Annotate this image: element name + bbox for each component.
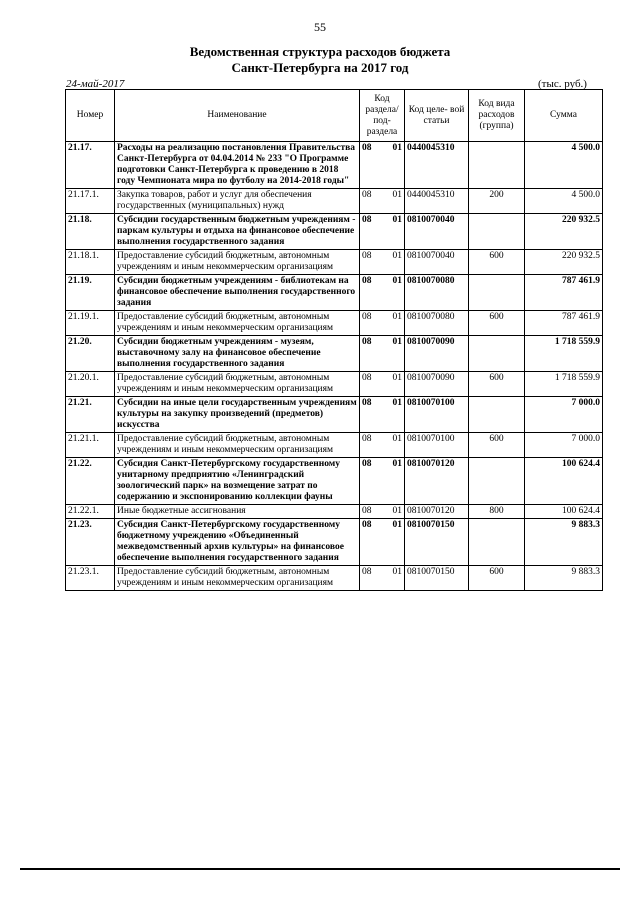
row-name: Предоставление субсидий бюджетным, автономным учреждениям и иным некоммерческим организациям (115, 311, 360, 336)
row-number: 21.22.1. (66, 505, 115, 519)
row-sum: 100 624.4 (525, 458, 603, 505)
row-sum: 4 500.0 (525, 142, 603, 189)
row-razdel (360, 505, 405, 519)
row-sum: 787 461.9 (525, 275, 603, 311)
page-number: 55 (314, 20, 326, 34)
row-csr: 0810070100 (405, 397, 469, 433)
row-sum: 7 000.0 (525, 397, 603, 433)
razdel-code: 08 (362, 251, 372, 261)
row-name: Предоставление субсидий бюджетным, автономным учреждениям и иным некоммерческим организациям (115, 566, 360, 591)
row-sum: 100 624.4 (525, 505, 603, 519)
row-sum: 9 883.3 (525, 566, 603, 591)
row-razdel (360, 311, 405, 336)
header-name: Наименование (115, 90, 360, 142)
podrazdel-code: 01 (392, 434, 402, 444)
row-name: Субсидии государственным бюджетным учреждениям - паркам культуры и отдыха на финансовое обеспечение выполнения государственного задания (115, 214, 360, 250)
row-vr: 600 (469, 372, 525, 397)
row-sum: 4 500.0 (525, 189, 603, 214)
row-sum: 1 718 559.9 (525, 336, 603, 372)
title-line-2: Санкт-Петербурга на 2017 год (231, 60, 409, 75)
header-csr: Код целе- вой статьи (405, 90, 469, 142)
row-name: Расходы на реализацию постановления Правительства Санкт-Петербурга от 04.04.2014 № 233 "О Программе подготовки Санкт-Петербурга к проведению в 2018 году Чемпионата мира по футболу на 2014-2018 годы" (115, 142, 360, 189)
row-sum: 9 883.3 (525, 519, 603, 566)
row-vr: 600 (469, 566, 525, 591)
razdel-code: 08 (362, 143, 372, 153)
podrazdel-code: 01 (392, 567, 402, 577)
row-name: Закупка товаров, работ и услуг для обеспечения государственных (муниципальных) нужд (115, 189, 360, 214)
podrazdel-code: 01 (392, 190, 402, 200)
table-row (66, 458, 603, 505)
units-label: (тыс. руб.) (538, 78, 587, 90)
row-razdel (360, 189, 405, 214)
row-sum: 220 932.5 (525, 214, 603, 250)
podrazdel-code: 01 (392, 398, 402, 408)
row-vr: 600 (469, 250, 525, 275)
podrazdel-code: 01 (392, 459, 402, 469)
row-name: Иные бюджетные ассигнования (115, 505, 360, 519)
table-row (66, 397, 603, 433)
row-number: 21.22. (66, 458, 115, 505)
row-razdel (360, 142, 405, 189)
row-razdel (360, 458, 405, 505)
row-number: 21.20. (66, 336, 115, 372)
budget-table (65, 89, 603, 591)
row-razdel (360, 519, 405, 566)
row-razdel (360, 250, 405, 275)
podrazdel-code: 01 (392, 506, 402, 516)
table-row (66, 566, 603, 591)
razdel-code: 08 (362, 373, 372, 383)
row-razdel (360, 397, 405, 433)
razdel-code: 08 (362, 276, 372, 286)
row-number: 21.23. (66, 519, 115, 566)
row-vr: 600 (469, 433, 525, 458)
row-vr: 200 (469, 189, 525, 214)
razdel-code: 08 (362, 337, 372, 347)
row-razdel (360, 372, 405, 397)
row-sum: 787 461.9 (525, 311, 603, 336)
razdel-code: 08 (362, 398, 372, 408)
table-row (66, 519, 603, 566)
row-csr: 0810070090 (405, 336, 469, 372)
row-razdel (360, 214, 405, 250)
row-vr (469, 397, 525, 433)
header-sum: Сумма (525, 90, 603, 142)
table-row (66, 505, 603, 519)
row-csr: 0810070040 (405, 214, 469, 250)
header-razdel: Код раздела/ под- раздела (360, 90, 405, 142)
podrazdel-code: 01 (392, 251, 402, 261)
row-csr: 0810070080 (405, 275, 469, 311)
row-name: Субсидии на иные цели государственным учреждениям культуры на закупку произведений (предметов) искусства (115, 397, 360, 433)
row-number: 21.19.1. (66, 311, 115, 336)
podrazdel-code: 01 (392, 143, 402, 153)
row-csr: 0810070040 (405, 250, 469, 275)
footer-rule (20, 868, 620, 870)
row-sum: 1 718 559.9 (525, 372, 603, 397)
row-vr (469, 336, 525, 372)
row-vr (469, 275, 525, 311)
row-number: 21.20.1. (66, 372, 115, 397)
table-row (66, 250, 603, 275)
row-razdel (360, 275, 405, 311)
podrazdel-code: 01 (392, 337, 402, 347)
document-title (0, 44, 640, 76)
row-name: Субсидии бюджетным учреждениям - библиотекам на финансовое обеспечение выполнения государственного задания (115, 275, 360, 311)
row-sum: 220 932.5 (525, 250, 603, 275)
table-row (66, 372, 603, 397)
table-row (66, 311, 603, 336)
row-csr: 0810070120 (405, 505, 469, 519)
row-razdel (360, 433, 405, 458)
row-vr (469, 214, 525, 250)
table-row (66, 214, 603, 250)
row-csr: 0810070120 (405, 458, 469, 505)
table-row (66, 275, 603, 311)
row-csr: 0810070100 (405, 433, 469, 458)
row-name: Предоставление субсидий бюджетным, автономным учреждениям и иным некоммерческим организациям (115, 250, 360, 275)
razdel-code: 08 (362, 215, 372, 225)
razdel-code: 08 (362, 312, 372, 322)
row-razdel (360, 566, 405, 591)
table-row (66, 433, 603, 458)
razdel-code: 08 (362, 459, 372, 469)
row-csr: 0440045310 (405, 142, 469, 189)
row-number: 21.21.1. (66, 433, 115, 458)
document-date: 24-май-2017 (66, 78, 125, 90)
razdel-code: 08 (362, 434, 372, 444)
row-csr: 0440045310 (405, 189, 469, 214)
row-vr (469, 142, 525, 189)
row-vr: 600 (469, 311, 525, 336)
row-number: 21.17. (66, 142, 115, 189)
row-vr (469, 458, 525, 505)
table-row (66, 142, 603, 189)
row-number: 21.19. (66, 275, 115, 311)
row-name: Субсидия Санкт-Петербургскому государственному бюджетному учреждению «Объединенный межведомственный архив культуры» на финансовое обеспечение выполнения государственного задания (115, 519, 360, 566)
podrazdel-code: 01 (392, 276, 402, 286)
podrazdel-code: 01 (392, 312, 402, 322)
row-name: Субсидии бюджетным учреждениям - музеям, выставочному залу на финансовое обеспечение выполнения государственного задания (115, 336, 360, 372)
row-name: Предоставление субсидий бюджетным, автономным учреждениям и иным некоммерческим организациям (115, 372, 360, 397)
table-row (66, 189, 603, 214)
row-number: 21.23.1. (66, 566, 115, 591)
row-vr (469, 519, 525, 566)
header-vr: Код вида расходов (группа) (469, 90, 525, 142)
table-row (66, 336, 603, 372)
row-number: 21.18.1. (66, 250, 115, 275)
razdel-code: 08 (362, 520, 372, 530)
razdel-code: 08 (362, 567, 372, 577)
row-csr: 0810070150 (405, 519, 469, 566)
row-vr: 800 (469, 505, 525, 519)
row-number: 21.17.1. (66, 189, 115, 214)
row-number: 21.21. (66, 397, 115, 433)
podrazdel-code: 01 (392, 215, 402, 225)
podrazdel-code: 01 (392, 373, 402, 383)
razdel-code: 08 (362, 190, 372, 200)
row-sum: 7 000.0 (525, 433, 603, 458)
header-number: Номер (66, 90, 115, 142)
row-csr: 0810070150 (405, 566, 469, 591)
row-name: Субсидия Санкт-Петербургскому государственному унитарному предприятию «Ленинградский зоологический парк» на возмещение затрат по содержанию и экспонированию коллекции фауны (115, 458, 360, 505)
row-name: Предоставление субсидий бюджетным, автономным учреждениям и иным некоммерческим организациям (115, 433, 360, 458)
row-razdel (360, 336, 405, 372)
podrazdel-code: 01 (392, 520, 402, 530)
row-csr: 0810070090 (405, 372, 469, 397)
row-csr: 0810070080 (405, 311, 469, 336)
razdel-code: 08 (362, 506, 372, 516)
row-number: 21.18. (66, 214, 115, 250)
title-line-1: Ведомственная структура расходов бюджета (189, 44, 451, 59)
